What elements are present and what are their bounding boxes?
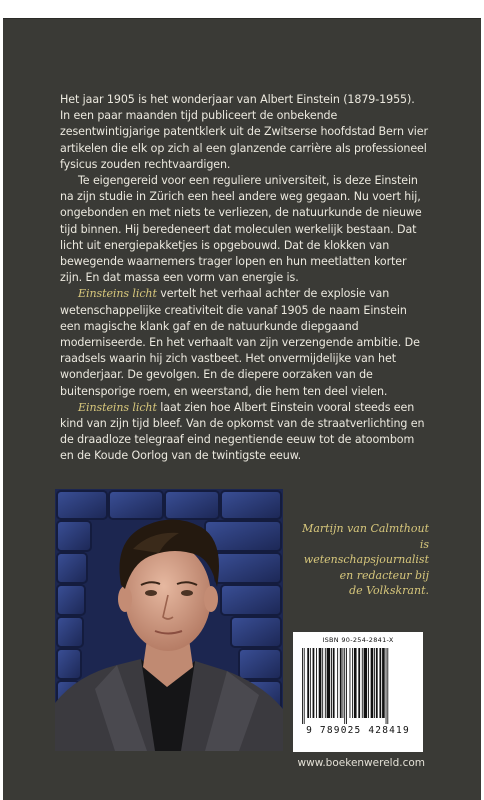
author-portrait-image (55, 489, 283, 751)
ean-number: 9 789025 428419 (306, 725, 410, 736)
author-photo (55, 489, 283, 751)
blurb-text (60, 92, 428, 465)
blurb-paragraph-2: Te eigengereid voor een reguliere universiteit, is deze Einstein na zijn studie in Zürich een heel andere weg gegaan. Nu voert hij, ongebonden en met niets te verliezen, de natuurkunde de nieuwe tijd binnen. Hij beredeneert dat moleculen werkelijk bestaan. Dat licht uit energiepakketjes is opgebouwd. Dat de klokken van bewegende waarnemers trager lopen en hun meetlatten korter zijn. En dat massa een vorm van energie is. (60, 174, 422, 285)
blurb-paragraph-3 (60, 286, 428, 399)
author-note-line: Martijn van Calmthout (302, 522, 429, 535)
author-note-line: de Volkskrant. (349, 584, 429, 597)
barcode-label (293, 632, 423, 752)
blurb-paragraph-1: Het jaar 1905 is het wonderjaar van Albert Einstein (1879-1955). In een paar maanden tijd publiceert de onbekende zesentwintigjarige patentklerk uit de Zwitserse hoofdstad Bern vier artikelen die elk op zich al een glanzende carrière als professioneel fysicus zouden rechtvaardigen. (60, 93, 428, 171)
blurb-paragraph-4 (60, 400, 428, 465)
blurb-paragraph-3-text: vertelt het verhaal achter de explosie van wetenschappelijke creativiteit die vanaf 1905 de naam Einstein een magische klank gaf en de natuurkunde diepgaand moderniseerde. En het verhaalt van zijn verzengende ambitie. De raadsels waarin hij zich vastbeet. Het onvermijdelijke van het wonderjaar. De gevolgen. En de diepere oorzaken van de buitensporige roem, en weerstand, die hem ten deel vielen. (60, 287, 420, 398)
book-title-reference: Einsteins licht (78, 400, 157, 414)
author-note-line: is wetenschapsjournalist (303, 537, 429, 566)
isbn-number: ISBN 90-254-2841-X (322, 636, 394, 644)
blurb-paragraph-4-text: laat zien hoe Albert Einstein vooral steeds een kind van zijn tijd bleef. Van de opkomst van de straatverlichting en de draadloze telegraaf eind negentiende eeuw tot de atoombom en de Koude Oorlog van de twintigste eeuw. (60, 400, 425, 463)
author-note (293, 521, 429, 599)
author-note-line: en redacteur bij (339, 568, 429, 582)
book-title-reference: Einsteins licht (78, 287, 157, 301)
publisher-website: www.boekenwereld.com (297, 757, 425, 769)
back-cover (3, 18, 481, 800)
barcode-image (300, 648, 416, 724)
